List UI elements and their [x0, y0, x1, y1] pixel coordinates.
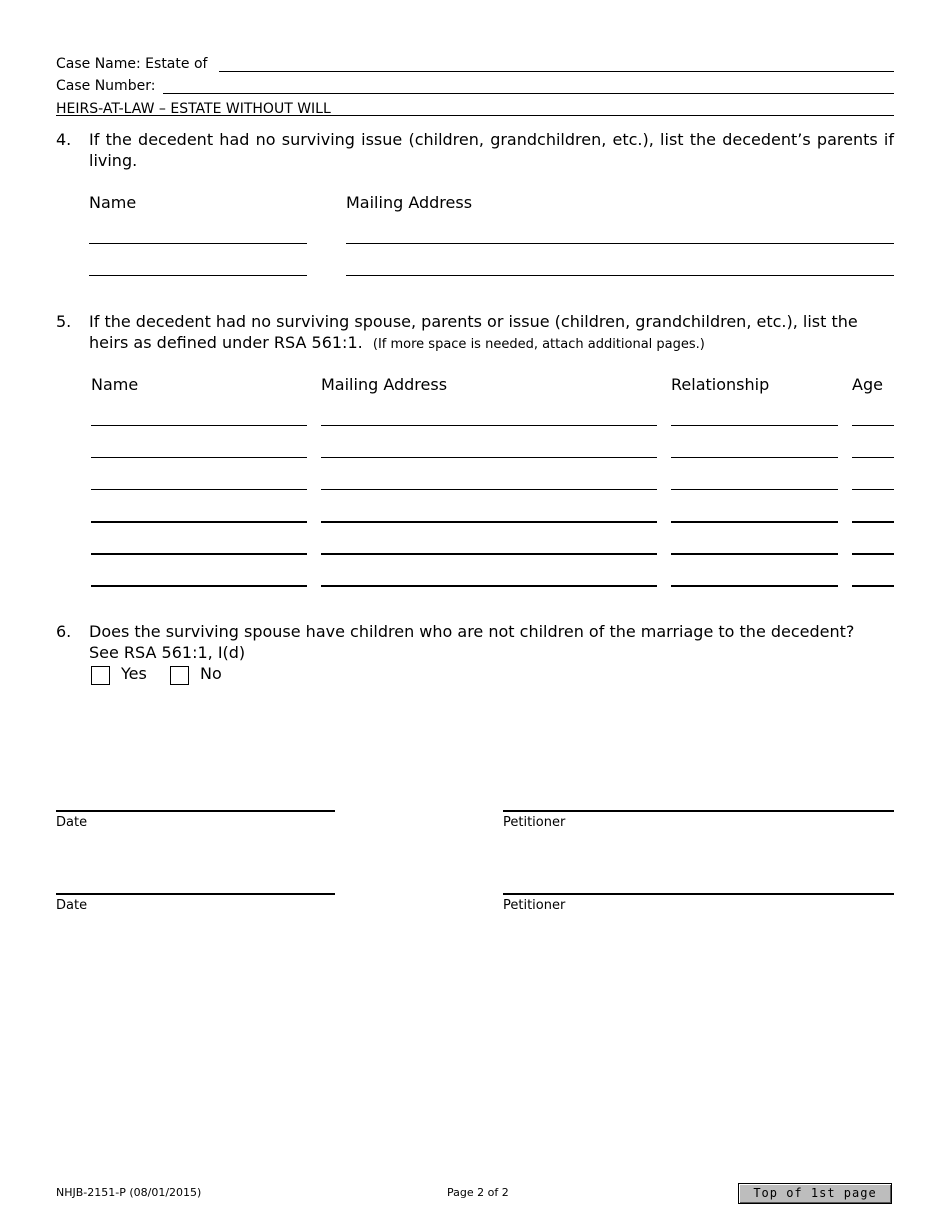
- q5-address-field[interactable]: [321, 521, 657, 523]
- q5-col-age: Age: [852, 375, 883, 394]
- page-number: Page 2 of 2: [447, 1186, 509, 1199]
- q6-text-line1: Does the surviving spouse have children who are not children of the marriage to the decedent?: [89, 622, 855, 641]
- q5-relationship-field[interactable]: [671, 457, 838, 458]
- q5-col-relationship: Relationship: [671, 375, 770, 394]
- form-title: HEIRS-AT-LAW – ESTATE WITHOUT WILL: [56, 101, 331, 117]
- q4-col-address: Mailing Address: [346, 193, 473, 212]
- petitioner-signature-field[interactable]: [503, 810, 894, 812]
- form-id: NHJB-2151-P (08/01/2015): [56, 1186, 202, 1199]
- q4-address-field[interactable]: [346, 243, 894, 244]
- q5-address-field[interactable]: [321, 489, 657, 490]
- q5-address-field[interactable]: [321, 585, 657, 587]
- q5-age-field[interactable]: [852, 585, 894, 587]
- q4-text: If the decedent had no surviving issue (children, grandchildren, etc.), list the decedent’s parents if living.: [89, 130, 894, 170]
- yes-checkbox[interactable]: [91, 666, 110, 685]
- q5-age-field[interactable]: [852, 489, 894, 490]
- q5-col-name: Name: [91, 375, 139, 394]
- q5-age-field[interactable]: [852, 457, 894, 458]
- q5-number: 5.: [56, 312, 72, 331]
- petitioner-signature-field[interactable]: [503, 893, 894, 895]
- date-field[interactable]: [56, 810, 335, 812]
- q5-address-field[interactable]: [321, 457, 657, 458]
- q5-name-field[interactable]: [91, 425, 307, 426]
- no-label: No: [200, 664, 222, 683]
- q5-age-field[interactable]: [852, 425, 894, 426]
- q5-text: If the decedent had no surviving spouse, parents or issue (children, grandchildren, etc.), list the heirs as defined under RSA 561:1.: [89, 312, 858, 352]
- petitioner-label: Petitioner: [503, 898, 566, 913]
- petitioner-label: Petitioner: [503, 815, 566, 830]
- header-divider: [56, 115, 894, 116]
- q5-relationship-field[interactable]: [671, 489, 838, 490]
- q5-name-field[interactable]: [91, 553, 307, 555]
- q5-note: (If more space is needed, attach additional pages.): [372, 337, 705, 352]
- q4-name-field[interactable]: [89, 275, 307, 276]
- q5-address-field[interactable]: [321, 425, 657, 426]
- q5-relationship-field[interactable]: [671, 585, 838, 587]
- q5-name-field[interactable]: [91, 457, 307, 458]
- no-checkbox[interactable]: [170, 666, 189, 685]
- date-label: Date: [56, 898, 88, 913]
- q5-name-field[interactable]: [91, 489, 307, 490]
- top-of-first-page-button[interactable]: Top of 1st page: [738, 1183, 892, 1204]
- q5-address-field[interactable]: [321, 553, 657, 555]
- yes-label: Yes: [121, 664, 147, 683]
- q5-relationship-field[interactable]: [671, 553, 838, 555]
- q5-name-field[interactable]: [91, 585, 307, 587]
- case-number-field[interactable]: [163, 93, 894, 94]
- case-number-label: Case Number:: [56, 78, 156, 94]
- date-label: Date: [56, 815, 88, 830]
- q5-relationship-field[interactable]: [671, 425, 838, 426]
- q5-name-field[interactable]: [91, 521, 307, 523]
- q4-number: 4.: [56, 130, 72, 149]
- q5-age-field[interactable]: [852, 521, 894, 523]
- case-name-label: Case Name: Estate of: [56, 56, 208, 72]
- q5-col-address: Mailing Address: [321, 375, 448, 394]
- q5-relationship-field[interactable]: [671, 521, 838, 523]
- q4-col-name: Name: [89, 193, 137, 212]
- q6-text-line2: See RSA 561:1, I(d): [89, 643, 246, 662]
- q5-text-block: [89, 311, 894, 355]
- case-name-field[interactable]: [219, 71, 894, 72]
- date-field[interactable]: [56, 893, 335, 895]
- q4-address-field[interactable]: [346, 275, 894, 276]
- q5-age-field[interactable]: [852, 553, 894, 555]
- q4-name-field[interactable]: [89, 243, 307, 244]
- q6-number: 6.: [56, 622, 72, 641]
